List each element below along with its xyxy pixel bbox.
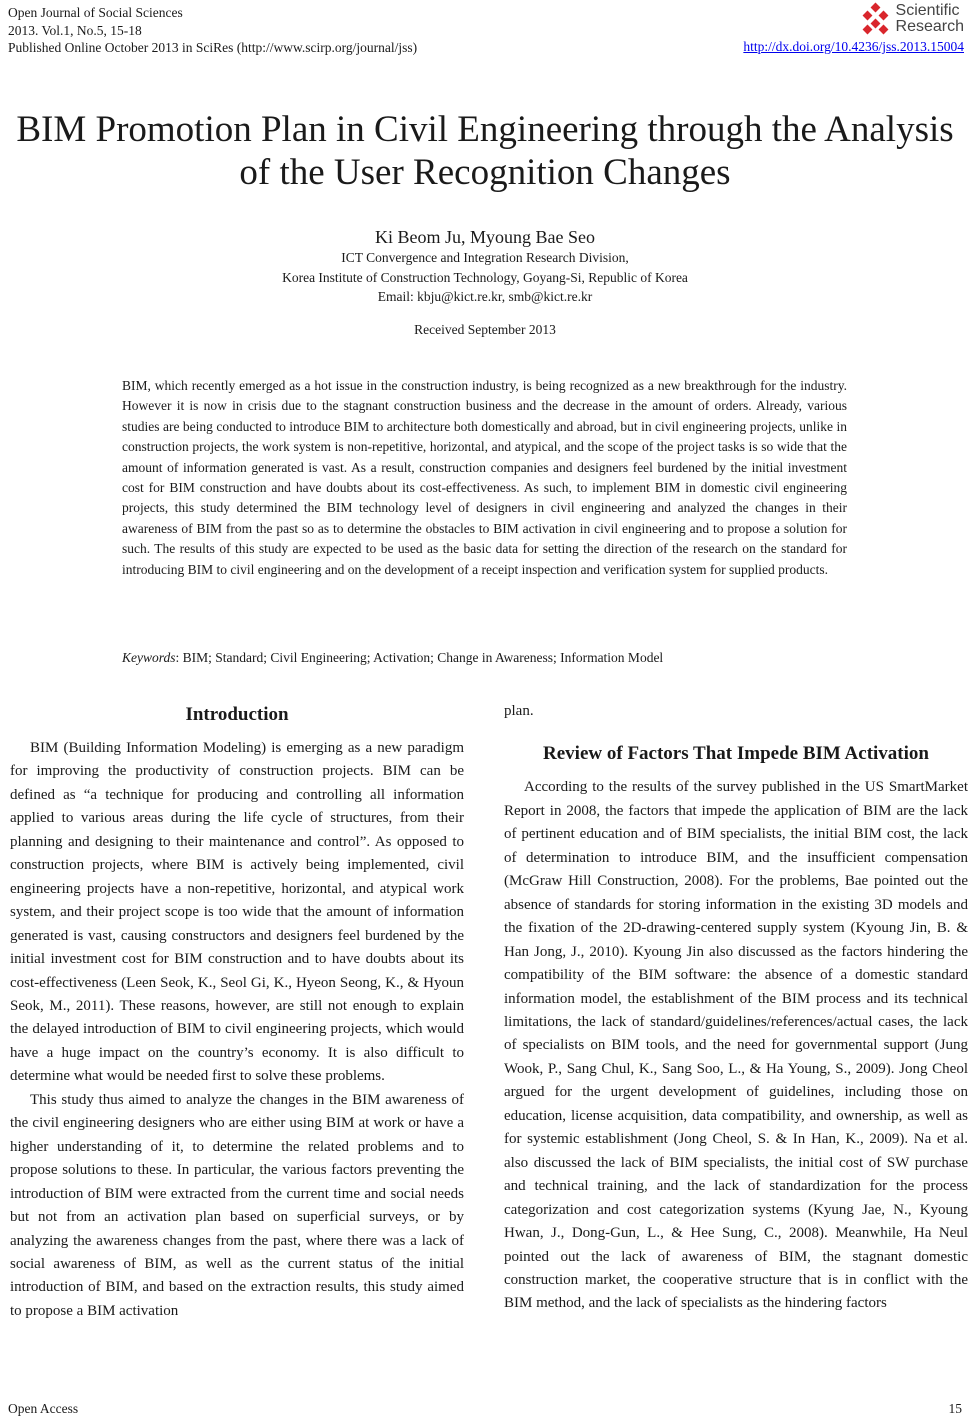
author-affiliation: [0, 248, 970, 307]
doi-link[interactable]: http://dx.doi.org/10.4236/jss.2013.15004: [743, 39, 964, 54]
affiliation-line-1: ICT Convergence and Integration Research Division,: [341, 250, 629, 265]
journal-published: Published Online October 2013 in SciRes (http://www.scirp.org/journal/jss): [8, 40, 418, 55]
journal-name: Open Journal of Social Sciences: [8, 5, 183, 20]
author-email: Email: kbju@kict.re.kr, smb@kict.re.kr: [377, 289, 593, 304]
journal-volume: 2013. Vol.1, No.5, 15-18: [8, 22, 142, 38]
paper-title: BIM Promotion Plan in Civil Engineering through the Analysis of the User Recognition Changes: [16, 109, 954, 193]
keywords-list: : BIM; Standard; Civil Engineering; Activation; Change in Awareness; Information Model: [175, 650, 664, 665]
received-date: Received September 2013: [414, 322, 556, 337]
journal-header: [8, 4, 417, 57]
publisher-header: [743, 0, 964, 55]
publisher-logo: [743, 0, 964, 38]
right-column: [504, 700, 968, 1316]
introduction-paragraph-2-continued: plan.: [504, 703, 534, 719]
paper-authors: Ki Beom Ju, Myoung Bae Seo: [375, 227, 595, 247]
publisher-logo-text: [896, 3, 964, 35]
review-paragraph-1: According to the results of the survey published in the US SmartMarket Report in 2008, the factors that impede the application of BIM are the lack of pertinent education and of BIM specialists, the initial BIM cost, the lack of determination to introduce BIM, and the insufficient compensation (McGraw Hill Construction, 2008). For the problems, Bae pointed out the absence of standards for storing information in the existing 3D models and the fixation of the 2D-drawing-centered supply system (Kyoung Jin, B. & Han Jong, J., 2010). Kyoung Jin also discussed as the factors hindering the compatibility of the BIM software: the absence of a domestic standard information model, the establishment of the BIM process and its technical limitations, the lack of standard/guidelines/references/actual cases, the lack of specialists on BIM tools, and the need for governmental support (Jung Wook, P., Sang Chul, K., Sang Soo, L., & Ha Young, S., 2009). Jong Cheol argued for the urgent development of guidelines, including those on education, license acquisition, data compatibility, and ownership, as well as for systemic establishment (Jong Cheol, S. & In Han, K., 2009). Na et al. also discussed the lack of BIM specialists, the initial cost of SW purchase and technical training, and the lack of standardization for the process categorization and cost categorization systems (Kyung Jae, N., Kyoung Hwan, J., Dong-Gun, L., & Hee Sung, C., 2008). Meanwhile, Ha Neul pointed out the lack of awareness of BIM, the stagnant domestic construction market, the cooperative structure that is in conflict with the BIM method, and the lack of specialists as the hindering factors: [504, 779, 968, 1312]
left-column: [10, 700, 464, 1323]
keywords: [122, 650, 847, 666]
introduction-paragraph-2: This study thus aimed to analyze the changes in the BIM awareness of the civil engineering designers who are either using BIM at work or have a higher understanding of it, to determine the related problems and to propose solutions to these. In particular, the various factors preventing the introduction of BIM were extracted from the current time and social needs but not from an activation plan based on superficial surveys, or by analyzing the awareness changes from the past, where there was a lack of social awareness of BIM, as well as the current status of the initial introduction of BIM, and based on the extraction results, this study aimed to propose a BIM activation: [10, 1091, 464, 1319]
logo-line-2: Research: [895, 18, 964, 35]
keywords-label: Keywords: [122, 650, 176, 665]
introduction-heading: Introduction: [185, 704, 289, 725]
affiliation-line-2: Korea Institute of Construction Technology, Goyang-Si, Republic of Korea: [282, 269, 688, 285]
review-heading: Review of Factors That Impede BIM Activation: [543, 743, 929, 765]
page-number: 15: [948, 1401, 962, 1416]
introduction-paragraph-1: BIM (Building Information Modeling) is emerging as a new paradigm for improving the productivity of construction projects. BIM can be defined as “a technique for producing and controlling all information applied to various areas during the life cycle of structures, from their planning and designing to their maintenance and control”. As opposed to construction projects, where BIM is actively being implemented, civil engineering projects have a non-repetitive, horizontal, and atypical work system, and their project scope is too wide that the amount of information generated is vast, causing constructors and designers feel burdened by the initial investment cost for BIM construction and to have doubts about its cost-effectiveness (Leen Seok, K., Seol Gi, K., Hyeon Seong, K., & Hyoun Seok, M., 2011). These reasons, however, are still not enough to explain the delayed introduction of BIM to civil engineering projects, which would have a huge impact on the country’s economy. It is also difficult to determine what would be needed first to solve these problems.: [10, 740, 464, 1085]
footer-open-access: Open Access: [8, 1401, 79, 1416]
scientific-research-logo-icon: [860, 3, 892, 35]
abstract: BIM, which recently emerged as a hot issue in the construction industry, is being recognized as a new breakthrough for the industry. However it is now in crisis due to the stagnant construction business and the decrease in the amount of orders. Already, various studies are being conducted to introduce BIM to architecture both domestically and abroad, but in civil engineering projects, unlike in construction projects, the work system is non-repetitive, horizontal, and atypical, and the scope of the project tasks is so wide that the amount of information generated is vast. As a result, construction companies and designers feel burdened by the initial investment cost for BIM construction and have doubts about its cost-effectiveness. As such, to implement BIM in domestic civil engineering projects, this study determined the BIM technology level of designers in civil engineering and analyzed the changes in their awareness of BIM from the past so as to determine the obstacles to BIM activation in civil engineering and to propose a solution for such. The results of this study are expected to be used as the basic data for setting the direction of the research on the standard for introducing BIM to civil engineering and on the development of a receipt inspection and verification system for supplied products.: [122, 378, 847, 577]
logo-line-1: Scientific: [895, 2, 960, 19]
